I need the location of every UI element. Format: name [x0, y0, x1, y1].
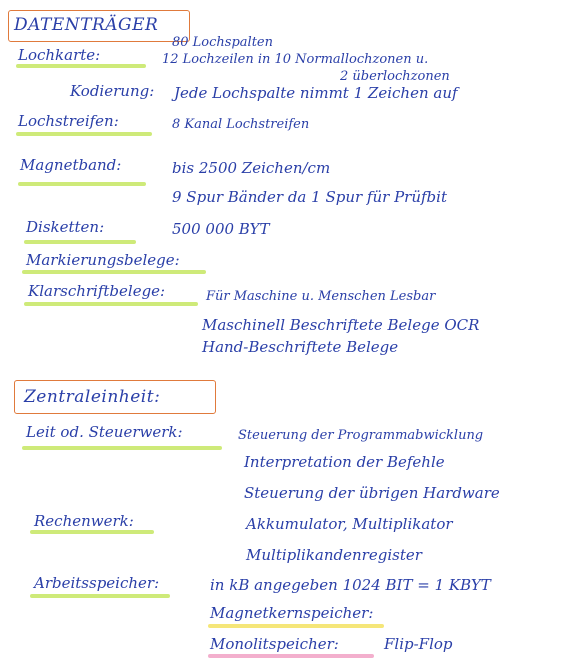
lochstreifen-label: Lochstreifen:	[18, 112, 119, 130]
magnetband-label: Magnetband:	[20, 156, 122, 174]
rechenwerk-highlight	[30, 530, 154, 534]
lochkarte-label: Lochkarte:	[18, 46, 101, 64]
lochstreifen-highlight	[16, 132, 152, 136]
leitwerk-label: Leit od. Steuerwerk:	[26, 423, 183, 441]
monolitspeicher-value: Flip-Flop	[384, 635, 453, 653]
lochkarte-line2: 12 Lochzeilen in 10 Normallochzonen u.	[162, 52, 429, 67]
magnetband-line2: 9 Spur Bänder da 1 Spur für Prüfbit	[172, 188, 447, 206]
rechenwerk-label: Rechenwerk:	[34, 512, 134, 530]
rechenwerk-line2: Multiplikandenregister	[246, 546, 422, 564]
kodierung-label: Kodierung:	[70, 82, 155, 100]
klarschriftbelege-line1: Für Maschine u. Menschen Lesbar	[206, 289, 436, 304]
klarschriftbelege-line3: Hand-Beschriftete Belege	[202, 338, 399, 356]
klarschriftbelege-highlight	[24, 302, 198, 306]
lochkarte-highlight	[16, 64, 146, 68]
disketten-label: Disketten:	[26, 218, 105, 236]
zentraleinheit-heading: Zentraleinheit:	[24, 387, 161, 407]
leitwerk-highlight	[22, 446, 222, 450]
monolitspeicher-label: Monolitspeicher:	[210, 635, 339, 653]
leitwerk-line3: Steuerung der übrigen Hardware	[244, 484, 500, 502]
klarschriftbelege-line2: Maschinell Beschriftete Belege OCR	[202, 316, 480, 334]
monolitspeicher-highlight	[208, 654, 374, 658]
lochkarte-line1: 80 Lochspalten	[172, 35, 273, 50]
leitwerk-line1: Steuerung der Programmabwicklung	[238, 428, 484, 443]
kodierung-text: Jede Lochspalte nimmt 1 Zeichen auf	[174, 84, 458, 102]
magnetkernspeicher-highlight	[208, 624, 384, 628]
magnetband-line1: bis 2500 Zeichen/cm	[172, 159, 331, 177]
disketten-highlight	[24, 240, 136, 244]
rechenwerk-line1: Akkumulator, Multiplikator	[246, 515, 453, 533]
leitwerk-line2: Interpretation der Befehle	[244, 453, 445, 471]
markierungsbelege-highlight	[22, 270, 206, 274]
markierungsbelege-label: Markierungsbelege:	[26, 251, 180, 269]
lochkarte-line3: 2 überlochzonen	[340, 69, 450, 84]
disketten-text: 500 000 BYT	[172, 220, 270, 238]
arbeitsspeicher-highlight	[30, 594, 170, 598]
klarschriftbelege-label: Klarschriftbelege:	[28, 282, 166, 300]
magnetkernspeicher-label: Magnetkernspeicher:	[210, 604, 374, 622]
arbeitsspeicher-line1: in kB angegeben 1024 BIT = 1 KBYT	[210, 576, 491, 594]
arbeitsspeicher-label: Arbeitsspeicher:	[34, 574, 160, 592]
datentraeger-heading: DATENTRÄGER	[14, 15, 159, 35]
magnetband-highlight	[18, 182, 146, 186]
lochstreifen-text: 8 Kanal Lochstreifen	[172, 117, 310, 132]
